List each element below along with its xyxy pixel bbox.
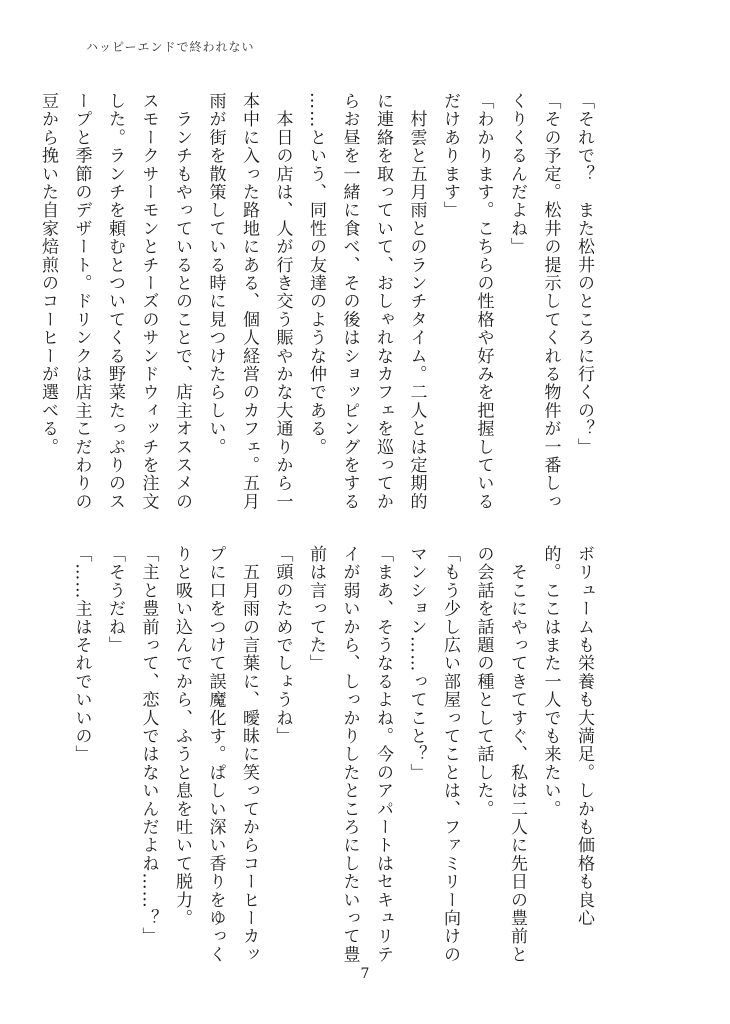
text-line: 「それで？ また松井のところに行くの？」 — [574, 92, 594, 456]
text-line: ……という、同性の友達のような仲である。 — [306, 92, 326, 456]
text-line: くりくるんだよね」 — [507, 92, 527, 256]
text-line: 「そうだね」 — [105, 545, 125, 655]
text-line: りと吸い込んでから、ふうと息を吐いて脱力。 — [172, 545, 192, 928]
text-line: らお昼を一緒に食べ、その後はショッピングをする — [339, 92, 360, 511]
text-line: 「もう少し広い部屋ってことは、ファミリー向けの — [440, 545, 460, 964]
text-line: 「……主はそれでいいの」 — [71, 545, 92, 764]
text-line: スモークサーモンとチーズのサンドウィッチを注文 — [138, 92, 159, 511]
text-line: 的。ここはまた一人でも来たい。 — [540, 545, 561, 818]
text-line: した。ランチを頼むとついてくる野菜たっぷりのス — [105, 92, 125, 511]
text-line: 村雲と五月雨とのランチタイム。二人とは定期的 — [406, 92, 427, 511]
text-line: だけあります」 — [440, 92, 460, 220]
text-line: 「わかります。こちらの性格や好みを把握している — [473, 92, 494, 511]
text-line: 「まあ、そうなるよね。今のアパートはセキュリテ — [373, 545, 393, 964]
text-line: 「主と豊前って、恋人ではないんだよね……？」 — [138, 545, 159, 946]
text-line: マンション……ってこと？」 — [406, 545, 427, 782]
text-line: 雨が街を散策している時に見つけたらしい。 — [205, 92, 226, 456]
text-line: 本中に入った路地にある、個人経営のカフェ。五月 — [239, 92, 259, 511]
text-block-bottom — [64, 545, 600, 964]
text-line: 豆から挽いた自家焙煎のコーヒーが選べる。 — [38, 92, 58, 456]
text-line: 前は言ってた」 — [306, 545, 326, 673]
text-line: プに口をつけて誤魔化す。ぱしい深い香りをゆっく — [205, 545, 226, 964]
text-line: 「頭のためでしょうね」 — [272, 545, 293, 746]
text-block-top — [31, 92, 601, 532]
text-line: ランチもやっているとのことで、店主オススメの — [172, 92, 192, 511]
running-title: ハッピーエンドで終われない — [86, 40, 255, 54]
text-line: の会話を話題の種として話した。 — [473, 545, 494, 818]
page-number: 7 — [360, 966, 370, 982]
text-line: に連絡を取っていて、おしゃれなカフェを巡ってか — [373, 92, 393, 511]
text-line: 「その予定。松井の提示してくれる物件が一番しっ — [540, 92, 561, 511]
text-line: ープと季節のデザート。ドリンクは店主こだわりの — [71, 92, 92, 511]
text-line: イが弱いから、しっかりしたところにしたいって豊 — [339, 545, 360, 964]
text-line: 本日の店は、人が行き交う賑やかな大通りから一 — [272, 92, 293, 511]
text-line: ボリュームも栄養も大満足。しかも価格も良心 — [574, 545, 594, 928]
text-line: 五月雨の言葉に、曖昧に笑ってからコーヒーカッ — [239, 545, 259, 964]
text-line: そこにやってきてすぐ、私は二人に先日の豊前と — [507, 545, 527, 964]
